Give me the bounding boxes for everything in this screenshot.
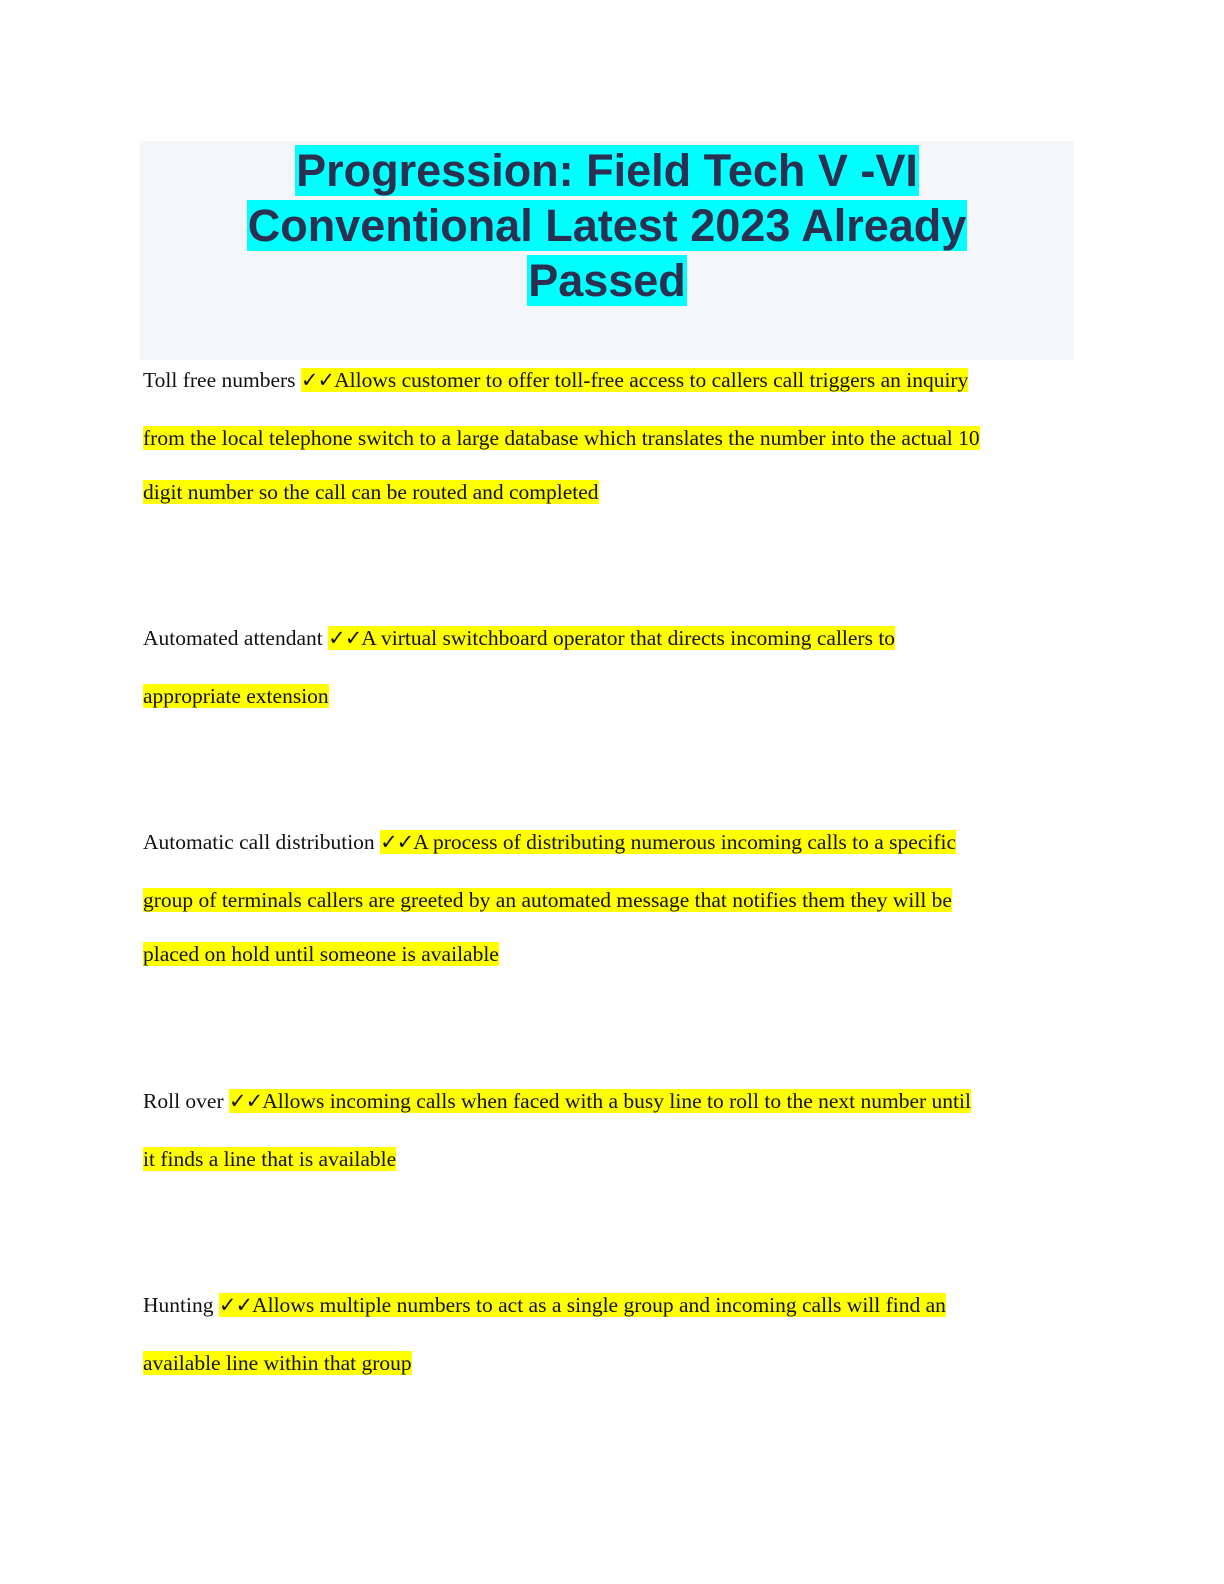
definition-text: placed on hold until someone is available bbox=[143, 942, 499, 966]
definition-text: group of terminals callers are greeted by an automated message that notifies them they will be bbox=[143, 888, 952, 912]
entry-line bbox=[143, 409, 1083, 467]
double-check-icon: ✓✓ bbox=[328, 626, 362, 650]
definition-text: Allows customer to offer toll-free access to callers call triggers an inquiry bbox=[334, 368, 969, 392]
entry-definition bbox=[380, 830, 956, 854]
entry-line bbox=[143, 1334, 1083, 1392]
definition-text: available line within that group bbox=[143, 1351, 412, 1375]
double-check-icon: ✓✓ bbox=[218, 1293, 253, 1317]
flashcard-entry bbox=[143, 813, 1083, 983]
entry-definition bbox=[219, 1293, 946, 1317]
title-line-1: Progression: Field Tech V -VI bbox=[296, 145, 918, 196]
double-check-icon: ✓✓ bbox=[380, 830, 414, 854]
entry-definition bbox=[229, 1089, 971, 1113]
entry-term: Automated attendant bbox=[143, 626, 323, 650]
flashcard-entry bbox=[143, 1072, 1083, 1188]
entry-line bbox=[143, 925, 1083, 983]
entry-term: Automatic call distribution bbox=[143, 830, 375, 854]
flashcard-entry bbox=[143, 351, 1083, 521]
document-title bbox=[140, 141, 1074, 308]
definition-text: appropriate extension bbox=[143, 684, 329, 708]
entry-line bbox=[143, 871, 1083, 929]
flashcard-entry bbox=[143, 609, 1083, 725]
definition-text: from the local telephone switch to a large database which translates the number into the actual 10 bbox=[143, 426, 980, 450]
entry-term: Hunting bbox=[143, 1293, 214, 1317]
entry-definition bbox=[301, 368, 968, 392]
entry-line bbox=[143, 667, 1083, 725]
entry-line bbox=[143, 609, 1083, 667]
definition-text: digit number so the call can be routed and completed bbox=[143, 480, 599, 504]
entry-line bbox=[143, 813, 1083, 871]
definition-text: A process of distributing numerous incoming calls to a specific bbox=[413, 830, 957, 854]
definition-text: it finds a line that is available bbox=[143, 1147, 397, 1171]
flashcard-entry bbox=[143, 1276, 1083, 1392]
entry-term: Roll over bbox=[143, 1089, 224, 1113]
entry-line bbox=[143, 1072, 1083, 1130]
entry-line bbox=[143, 463, 1083, 521]
entry-line bbox=[143, 351, 1083, 409]
definition-text: A virtual switchboard operator that directs incoming callers to bbox=[361, 626, 896, 650]
entry-term: Toll free numbers bbox=[143, 368, 296, 392]
entry-definition bbox=[328, 626, 895, 650]
title-line-2: Conventional Latest 2023 Already bbox=[247, 200, 967, 251]
entry-line bbox=[143, 1130, 1083, 1188]
double-check-icon: ✓✓ bbox=[229, 1089, 263, 1113]
entry-line bbox=[143, 1276, 1083, 1334]
definition-text: Allows incoming calls when faced with a busy line to roll to the next number until bbox=[262, 1089, 971, 1113]
title-block bbox=[140, 141, 1074, 360]
double-check-icon: ✓✓ bbox=[300, 368, 335, 392]
title-line-3: Passed bbox=[528, 255, 686, 306]
definition-text: Allows multiple numbers to act as a single group and incoming calls will find an bbox=[252, 1293, 946, 1317]
